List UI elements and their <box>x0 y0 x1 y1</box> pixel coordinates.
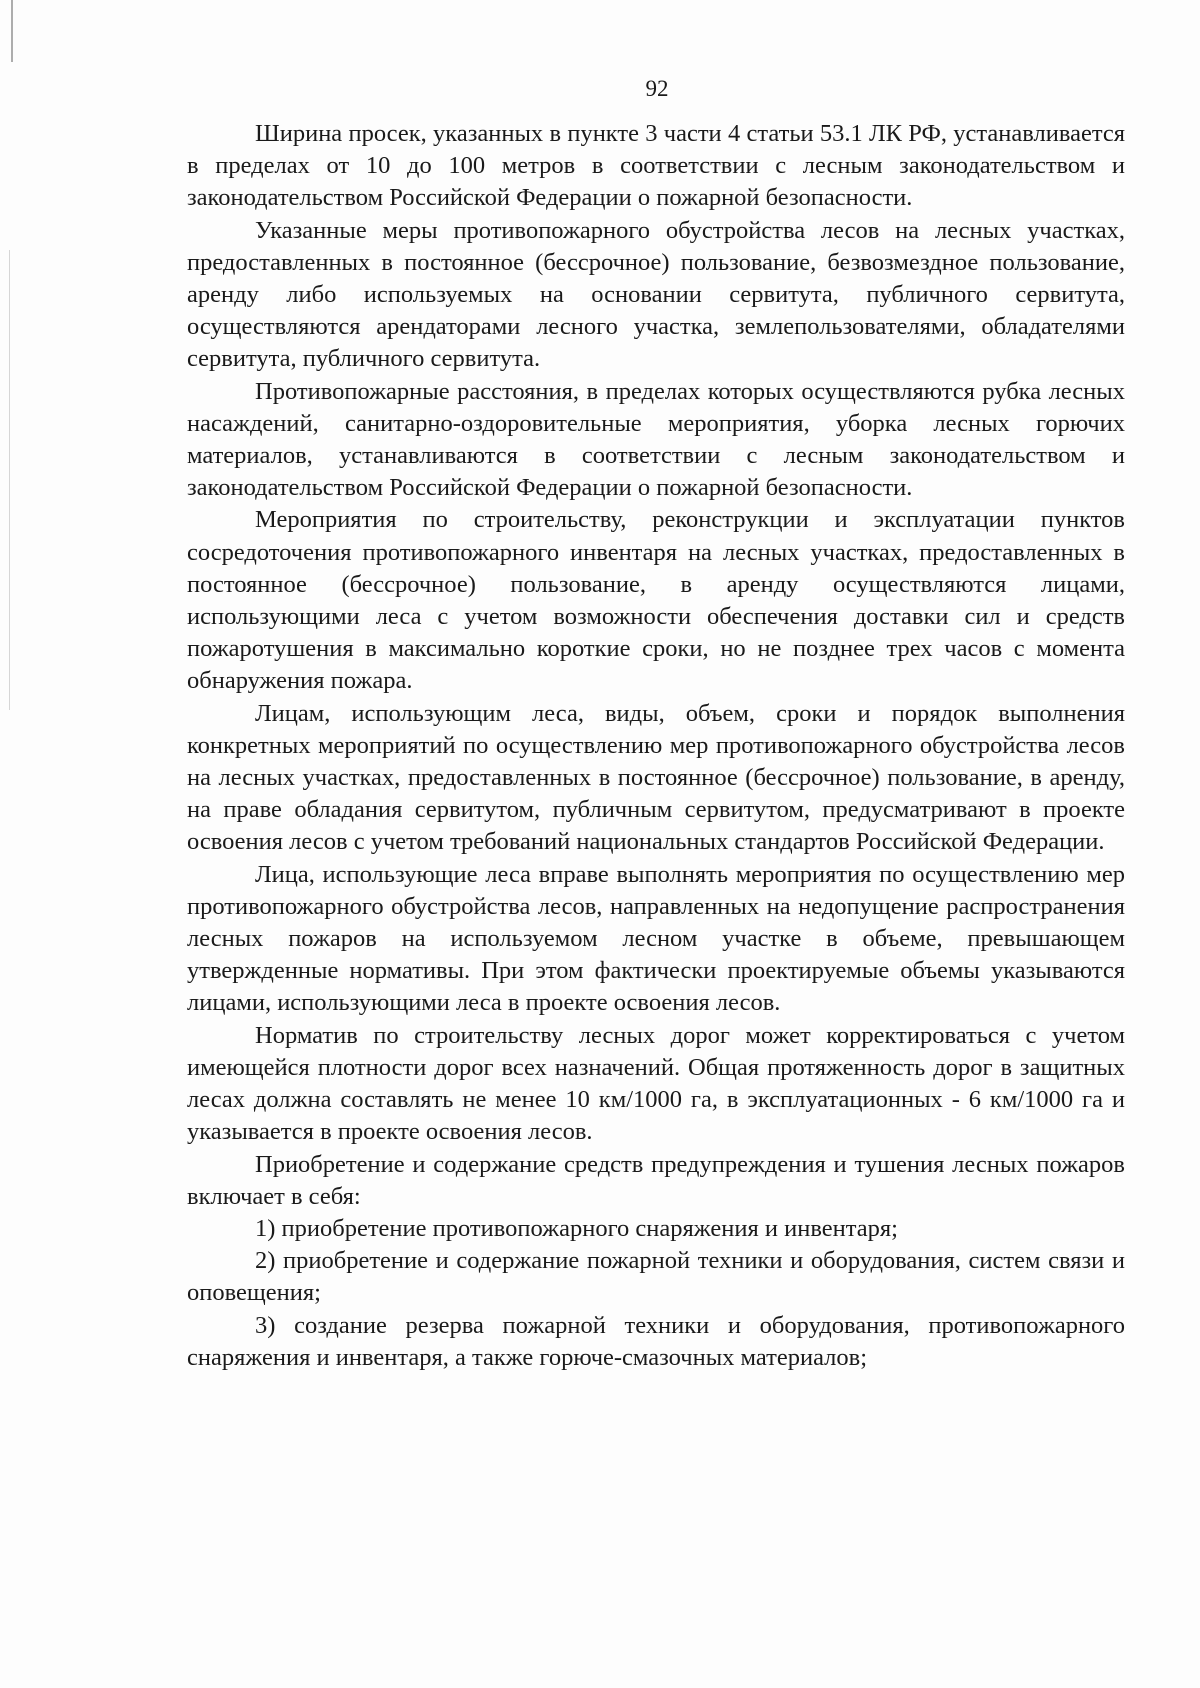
paragraph-fire-protection-measures: Указанные меры противопожарного обустройства лесов на лесных участках, предоставленных в постоянное (бессрочное) пользование, безвозмездное пользование, аренду либо используемых на основании сервитута, публичного сервитута, осуществляются арендаторами лесного участка, землепользователями, обладателями сервитута, публичного сервитута. <box>187 216 1125 373</box>
list-item-3: 3) создание резерва пожарной техники и оборудования, противопожарного снаряжения и инвентаря, а также горюче-смазочных материалов; <box>187 1311 1125 1371</box>
scan-edge-shadow <box>9 250 10 710</box>
paragraph-equipment-points: Мероприятия по строительству, реконструкции и эксплуатации пунктов сосредоточения противопожарного инвентаря на лесных участках, предоставленных в постоянное (бессрочное) пользование, в аренду осуществляются лицами, использующими леса с учетом возможности обеспечения доставки сил и средств пожаротушения в максимально короткие сроки, но не позднее трех часов с момента обнаружения пожара. <box>187 506 1125 695</box>
paragraph-fire-distances: Противопожарные расстояния, в пределах которых осуществляются рубка лесных насаждений, санитарно-оздоровительные мероприятия, уборка лесных горючих материалов, устанавливаются в соответствии с лесным законодательством и законодательством Российской Федерации о пожарной безопасности. <box>187 377 1125 502</box>
document-body <box>187 118 1125 1374</box>
list-item-1: 1) приобретение противопожарного снаряжения и инвентаря; <box>255 1214 898 1242</box>
scan-edge-mark <box>11 0 13 62</box>
paragraph-forest-users-obligations: Лицам, использующим леса, виды, объем, сроки и порядок выполнения конкретных мероприятий по осуществлению мер противопожарного обустройства лесов на лесных участках, предоставленных в постоянное (бессрочное) пользование, в аренду, на праве обладания сервитутом, публичным сервитутом, предусматривают в проекте освоения лесов с учетом требований национальных стандартов Российской Федерации. <box>187 699 1125 856</box>
paragraph-excess-measures: Лица, использующие леса вправе выполнять мероприятия по осуществлению мер противопожарного обустройства лесов, направленных на недопущение распространения лесных пожаров на используемом лесном участке в объеме, превышающем утвержденные нормативы. При этом фактически проектируемые объемы указываются лицами, использующими леса в проекте освоения лесов. <box>187 860 1125 1017</box>
page-number: 92 <box>645 76 669 101</box>
paragraph-acquisition-intro: Приобретение и содержание средств предупреждения и тушения лесных пожаров включает в себя: <box>187 1150 1125 1210</box>
paragraph-road-standard: Норматив по строительству лесных дорог может корректироваться с учетом имеющейся плотности дорог всех назначений. Общая протяженность дорог в защитных лесах должна составлять не менее 10 км/1000 га, в эксплуатационных - 6 км/1000 га и указывается в проекте освоения лесов. <box>187 1021 1125 1146</box>
list-item-2: 2) приобретение и содержание пожарной техники и оборудования, систем связи и оповещения; <box>187 1247 1125 1307</box>
paragraph-clearing-width: Ширина просек, указанных в пункте 3 части 4 статьи 53.1 ЛК РФ, устанавливается в пределах от 10 до 100 метров в соответствии с лесным законодательством и законодательством Российской Федерации о пожарной безопасности. <box>187 120 1125 212</box>
